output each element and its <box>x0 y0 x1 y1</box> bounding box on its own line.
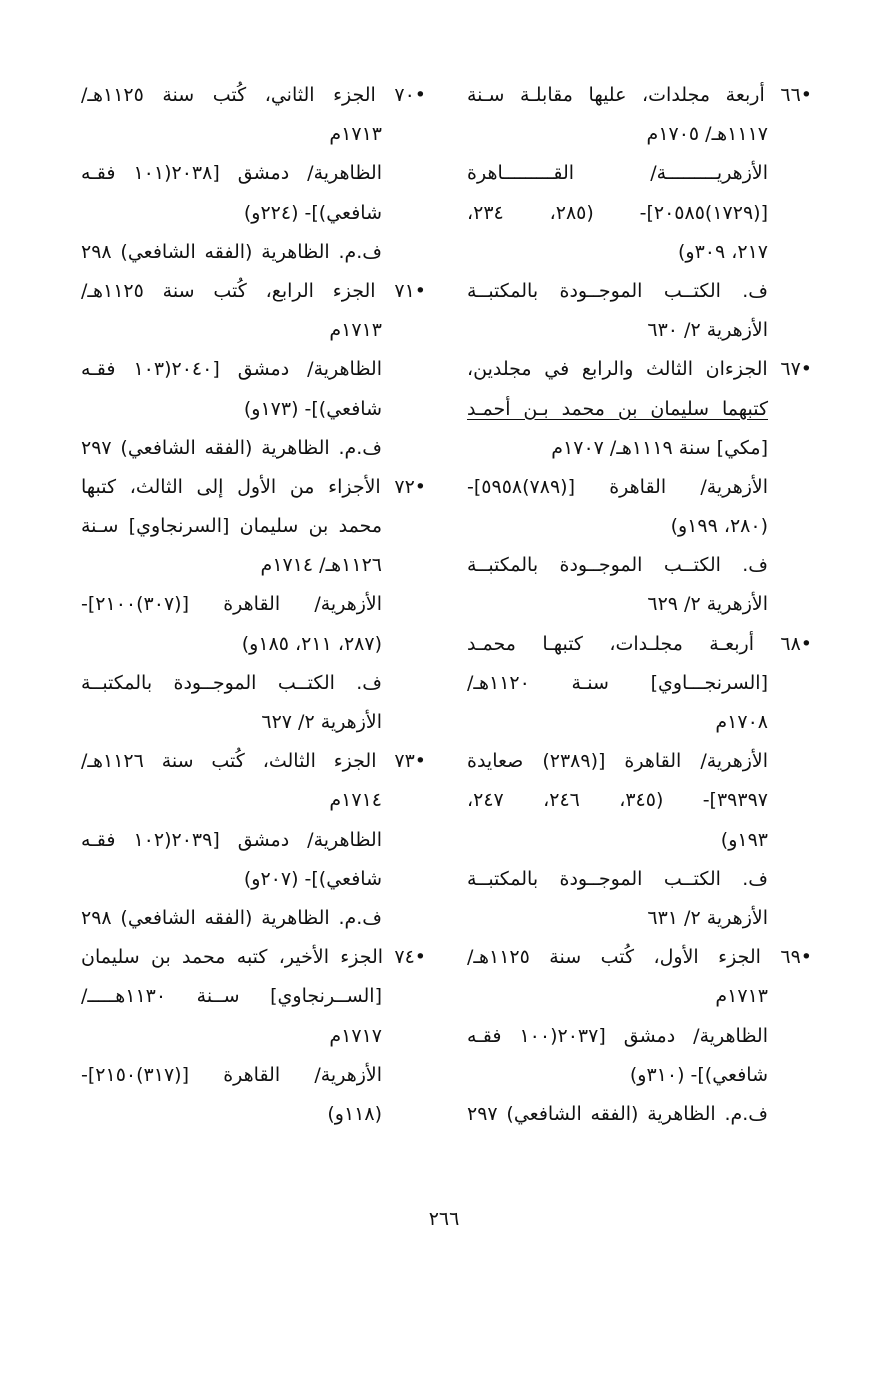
entry-text-line: ف. الكتــب الموجــودة بالمكتبــة <box>467 279 768 302</box>
entry-text-line: ف.م. الظاهرية (الفقه الشافعي) ٢٩٧ <box>467 1102 768 1125</box>
entry-text-line: (٢٨٠، ١٩٩و) <box>670 515 768 538</box>
entry-text-line: ف. الكتــب الموجــودة بالمكتبــة <box>467 867 768 890</box>
entry-text-line: [مكي] سنة ١١١٩هـ/ ١٧٠٧م <box>551 436 768 459</box>
entry-text-line: الأزهرية/ القاهرة [(٢٣٨٩) صعايدة <box>467 750 768 773</box>
right-column <box>467 76 812 1134</box>
entry-text-line: [السرنجـــاوي] سنـة ١١٢٠هـ/ <box>467 671 768 694</box>
entry-text-line: ف. الكتــب الموجــودة بالمكتبــة <box>467 554 768 577</box>
entry-text-line: [(١٧٢٩)٢٠٥٨٥]- (٢٨٥، ٢٣٤، <box>467 201 768 224</box>
entry-text-line: ٢١٧، ٣٠٩و) <box>677 240 768 263</box>
entry-heading-line: •٧٣ الجزء الثالث، كُتب سنة ١١٢٦هـ/ <box>81 750 426 773</box>
entry-text-line: ف.م. الظاهرية (الفقه الشافعي) ٢٩٧ <box>81 436 382 459</box>
entry-heading-line: •٧١ الجزء الرابع، كُتب سنة ١١٢٥هـ/ <box>81 279 426 302</box>
entry-text-line: ف. الكتــب الموجــودة بالمكتبــة <box>81 671 382 694</box>
entry-text-line: شافعي)]- (٣١٠و) <box>629 1063 768 1086</box>
entry-text-line: الأزهرية ٢/ ٦٣٠ <box>647 319 768 342</box>
entry-text-line: الأزهرية/ القاهرة [(٣٠٧)٢١٠٠]- <box>81 593 382 616</box>
entry-text-line: الظاهرية/ دمشق [٢٠٣٧(١٠٠ فقـه <box>467 1024 768 1047</box>
entry-text-line: كتبهما سليمان بن محمد بـن أحمـد <box>467 397 768 420</box>
page-number: ٢٦٦ <box>428 1208 460 1230</box>
entry-heading-line: •٧٠ الجزء الثاني، كُتب سنة ١١٢٥هـ/ <box>81 84 426 106</box>
entry-text-line: الأزهرية ٢/ ٦٣١ <box>647 906 768 929</box>
entry-text-line: شافعي)]- (٢٢٤و) <box>243 201 382 224</box>
entry-text-line: الأزهرية/ القاهرة [(٧٨٩)٥٩٥٨]- <box>467 475 768 498</box>
entry-heading-line: •٧٢ الأجزاء من الأول إلى الثالث، كتبها <box>81 475 426 498</box>
entry-text-line: ١٧١٤م <box>329 789 382 812</box>
entry-text-line: ١٧١٣م <box>329 123 382 146</box>
entry-text-line: ١٧١٣م <box>715 985 768 1008</box>
entry-text-line: ١٧١٧م <box>329 1024 382 1047</box>
left-column <box>81 76 426 1134</box>
entry-heading-line: •٦٦ أربعة مجلدات، عليها مقابلـة سـنة <box>467 84 812 106</box>
entry-text-line: ف.م. الظاهرية (الفقه الشافعي) ٢٩٨ <box>81 906 382 929</box>
entry-text-line: شافعي)]- (١٧٣و) <box>243 397 382 420</box>
entry-text-line: الأزهرية/ القاهرة [(٣١٧)٢١٥٠]- <box>81 1063 382 1086</box>
entry-text-line: الظاهرية/ دمشق [٢٠٤٠(١٠٣ فقـه <box>81 358 382 381</box>
entry-text-line: الأزهرية ٢/ ٦٢٧ <box>261 711 382 733</box>
entry-text-line: ف.م. الظاهرية (الفقه الشافعي) ٢٩٨ <box>81 240 382 263</box>
entry-text-line: ١١١٧هـ/ ١٧٠٥م <box>646 123 768 146</box>
entry-text-line: ٣٩٣٩٧]- (٣٤٥، ٢٤٦، ٢٤٧، <box>467 789 768 812</box>
entry-text-line: [الســرنجاوي] ســنة ١١٣٠هـــــ/ <box>81 985 382 1008</box>
entry-text-line: (٢٨٧، ٢١١، ١٨٥و) <box>241 632 382 655</box>
entry-text-line: ١١٢٦هـ/ ١٧١٤م <box>260 554 382 577</box>
entry-text-line: ١٩٣و) <box>720 828 768 851</box>
entry-text-line: محمد بن سليمان [السرنجاوي] سـنة <box>81 515 382 538</box>
entry-text-line: الأزهريـــــــــة/ القـــــــــاهرة <box>467 162 768 185</box>
entry-text-line: ١٧١٣م <box>329 319 382 342</box>
entry-text-line: الأزهرية ٢/ ٦٢٩ <box>647 593 768 616</box>
entry-text-line: شافعي)]- (٢٠٧و) <box>243 867 382 890</box>
entry-text-line: (١١٨و) <box>327 1102 382 1125</box>
entry-text-line: ١٧٠٨م <box>715 711 768 733</box>
entry-heading-line: •٦٧ الجزءان الثالث والرابع في مجلدين، <box>467 358 812 381</box>
entry-heading-line: •٦٩ الجزء الأول، كُتب سنة ١١٢٥هـ/ <box>467 946 812 969</box>
entry-text-line: الظاهرية/ دمشق [٢٠٣٩(١٠٢ فقـه <box>81 828 382 851</box>
entry-text-line: الظاهرية/ دمشق [٢٠٣٨(١٠١ فقـه <box>81 162 382 185</box>
entry-heading-line: •٧٤ الجزء الأخير، كتبه محمد بن سليمان <box>81 946 426 969</box>
entry-heading-line: •٦٨ أربعـة مجلـدات، كتبهـا محمـد <box>467 632 812 655</box>
